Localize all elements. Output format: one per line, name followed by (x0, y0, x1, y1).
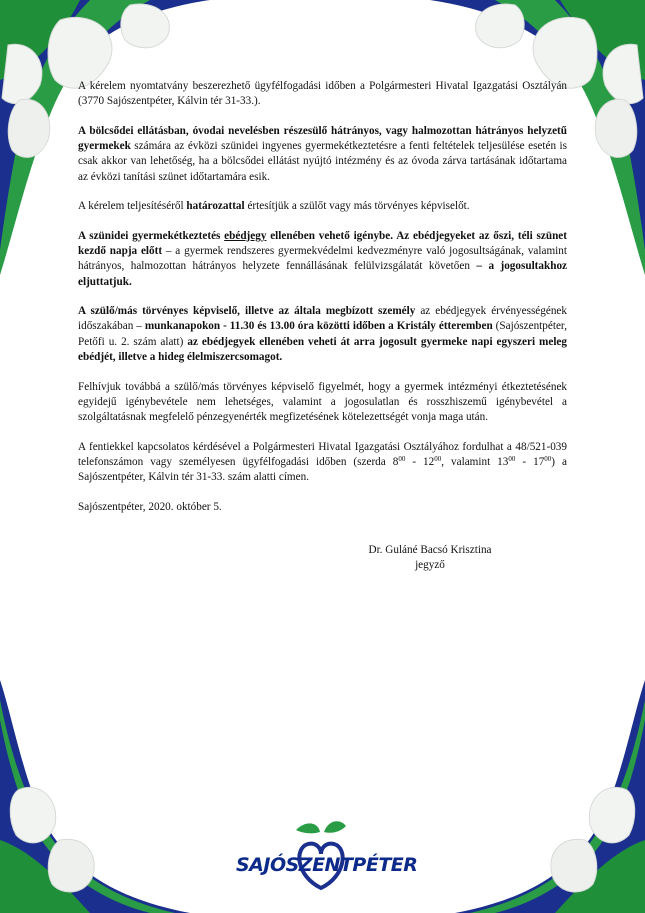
p7-text-1: A fentiekkel kapcsolatos kérdésével a Polgármesteri Hivatal Igazgatási Osztályához fordulhat a 48/521-039 telefonszámon vagy személyesen ügyfélfogadási időben (szerda 8 (78, 440, 567, 468)
p4-bold-1: A szünidei gyermekétkeztetés (78, 229, 225, 242)
logo-wordmark: SAJÓSZENTPÉTER (236, 854, 418, 876)
paragraph-decision-notice (78, 199, 567, 214)
bottom-left-ornament (0, 680, 190, 913)
p4-bold-3: – a jogosultakhoz eljuttatjuk. (78, 260, 568, 288)
p5-text-1: az ebédjegyek érvényességének időszakában – (78, 305, 567, 333)
signature-block (340, 543, 520, 573)
bottom-right-ornament (455, 680, 645, 913)
paragraph-contact (78, 440, 567, 486)
p7-text-4: - 17 (515, 455, 545, 468)
signatory-title: jegyző (415, 559, 445, 572)
p7-text-2: - 12 (405, 455, 435, 468)
p4-underline: ebédjegy (224, 229, 267, 242)
p5-text-2: (Sajószentpéter, Petőfi u. 2. szám alatt) (78, 320, 567, 348)
p2-bold: A bölcsődei ellátásban, óvodai nevelésben részesülő hátrányos, vagy halmozottan hátrányos helyzetű gyermekek (78, 124, 567, 153)
p7-sup-4: 00 (544, 454, 552, 463)
paragraph-meal-ticket (78, 229, 567, 290)
p7-text-5: ) a Sajószentpéter, Kálvin tér 31-33. szám alatti címen. (78, 455, 567, 484)
p7-text-3: , valamint 13 (441, 455, 509, 468)
paragraph-application-form (78, 79, 567, 109)
p5-bold-3: az ebédjegyek ellenében veheti át arra jogosult gyermeke napi egyszeri meleg ebédjét, illetve a hideg élelmiszercsomagot. (78, 335, 567, 363)
paragraph-warning (78, 380, 567, 426)
p6-text: Felhívjuk továbbá a szülő/más törvényes képviselő figyelmét, hogy a gyermek intézményi étkeztetésének egyidejű igénybevétele nem lehetséges, valamint a jogosulatlan és rosszhiszemű igénybevétel a szolgáltatásnak megfelelő pénzegyenérték megfizetésének kötelezettségét vonja maga után. (78, 380, 567, 423)
p5-bold-1: A szülő/más törvényes képviselő, illetve az általa megbízott személy (78, 305, 416, 318)
signatory-name: Dr. Guláné Bacsó Krisztina (368, 544, 492, 556)
document-body (78, 79, 567, 529)
p4-text: – a gyermek rendszeres gyermekvédelmi kedvezményre való jogosultságának, valamint hátrányos, halmozottan hátrányos helyzete fennállásának felülvizsgálatát követően (78, 245, 567, 273)
p3-text-1: A kérelem teljesítéséről (78, 200, 187, 213)
p2-text: számára az évközi szünidei ingyenes gyermekétkeztetésre a fenti feltételek teljesülése esetén is csak akkor van lehetőség, ha a bölcsődei ellátást nyújtó intézmény és az óvoda zárva tartásának időtartama az évközi tanítási szünet időtartamára esik. (78, 140, 567, 183)
p3-bold: határozattal (186, 200, 245, 213)
paragraph-lunch-pickup (78, 304, 567, 365)
p7-sup-3: 00 (508, 454, 516, 463)
town-logo (236, 818, 418, 898)
p7-sup-2: 00 (434, 454, 442, 463)
p7-sup-1: 00 (398, 454, 406, 463)
p3-text-2: értesítjük a szülőt vagy más törvényes képviselőt. (244, 200, 470, 213)
paragraph-nursery-eligibility (78, 124, 567, 185)
p5-bold-2: munkanapokon - 11.30 és 13.00 óra közötti időben a Kristály étteremben (144, 320, 493, 333)
p4-bold-2: ellenében vehető igénybe. Az ebédjegyeket az őszi, téli szünet kezdő napja előtt (78, 229, 567, 258)
document-date: Sajószentpéter, 2020. október 5. (78, 500, 222, 513)
p1-text: A kérelem nyomtatvány beszerezhető ügyfélfogadási időben a Polgármesteri Hivatal Igazgatási Osztályán (3770 Sajószentpéter, Kálvin tér 31-33.). (78, 80, 567, 108)
